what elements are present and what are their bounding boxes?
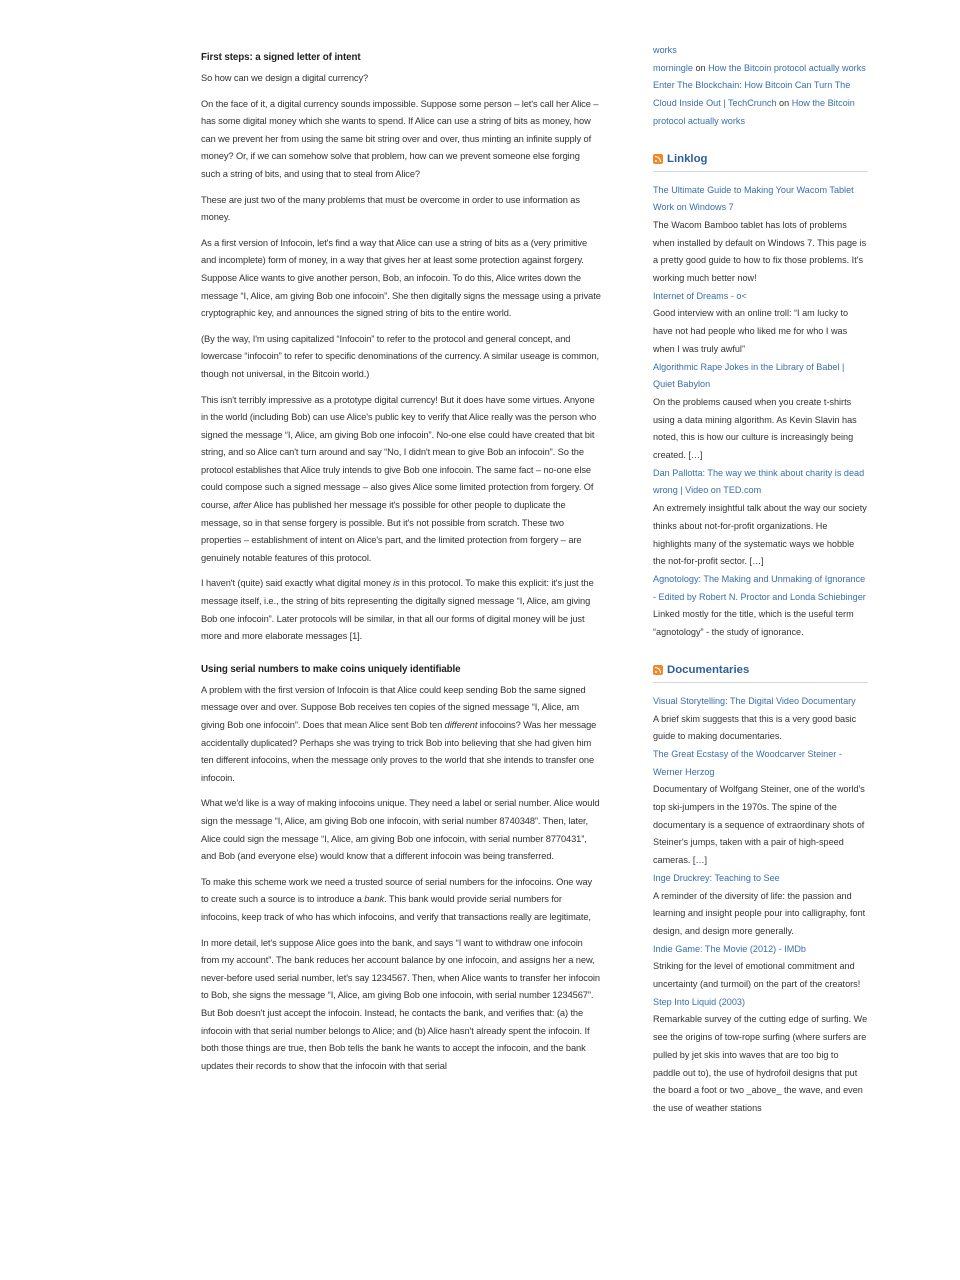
linklog-item	[653, 288, 868, 359]
comment-item	[653, 42, 868, 60]
documentary-item	[653, 870, 868, 941]
linklog-heading: Linklog	[653, 151, 868, 172]
comment-author-link[interactable]: Enter The Blockchain: How Bitcoin Can Turn The Cloud Inside Out | TechCrunch	[653, 80, 851, 109]
paragraph: This isn't terribly impressive as a prototype digital currency! But it does have some virtues. Anyone in the world (including Bob) can use Alice's public key to verify that Alice really was the person who signed the message “I, Alice, am giving Bob one infocoin”. No-one else could have created that bit string, and so Alice can't turn around and say “No, I didn't mean to give Bob an infocoin”. So the protocol establishes that Alice truly intends to give Bob one infocoin. The same fact – no-one else could compose such a signed message – also gives Alice some limited protection from forgery. Of course, after Alice has published her message it's possible for other people to duplicate the message, so in that sense forgery is possible. But it's not possible from scratch. These two properties – establishment of intent on Alice's part, and the limited protection from forgery – are genuinely notable features of this protocol.	[201, 394, 597, 563]
linklog-item-link[interactable]: Internet of Dreams - o<	[653, 290, 747, 301]
linklog-item-description: The Wacom Bamboo tablet has lots of problems when installed by default on Windows 7. This page is a pretty good guide to how to fix those problems. It's working much better now!	[653, 219, 867, 284]
documentary-item-description: A brief skim suggests that this is a very good basic guide to making documentaries.	[653, 713, 857, 742]
paragraph: What we'd like is a way of making infocoins unique. They need a label or serial number. Alice would sign the message “I, Alice, am giving Bob one infocoin, with serial number 8740348”. Then, later, Alice could sign the message “I, Alice, am giving Bob one infocoin, with serial number 8770431”, and Bob (and everyone else) would know that a different infocoin was being transferred.	[201, 798, 600, 862]
linklog-item-description: Good interview with an online troll: “I am lucky to have not had people who liked me for who I was when I was truly awful”	[653, 308, 849, 354]
linklog-list	[653, 182, 868, 642]
linklog-item-description: Linked mostly for the title, which is the useful term “agnotology” - the study of ignorance.	[653, 609, 854, 638]
linklog-item-description: An extremely insightful talk about the way our society thinks about not-for-profit organizations. He highlights many of the systematic ways we hobble the not-for-profit sector. […]	[653, 503, 867, 567]
linklog-item-link[interactable]: Agnotology: The Making and Unmaking of Ignorance - Edited by Robert N. Proctor and Londa Schiebinger	[653, 573, 866, 602]
documentaries-heading: Documentaries	[653, 662, 868, 683]
linklog-item	[653, 182, 868, 288]
comment-item: morningle on How the Bitcoin protocol actually works	[653, 62, 866, 73]
linklog-item-link[interactable]: Algorithmic Rape Jokes in the Library of Babel | Quiet Babylon	[653, 361, 845, 390]
paragraph: These are just two of the many problems that must be overcome in order to use information as money.	[201, 194, 580, 223]
paragraph: On the face of it, a digital currency sounds impossible. Suppose some person – let's call her Alice – has some digital money which she wants to spend. If Alice can use a string of bits as money, how can we prevent her from using the same bit string over and over, thus minting an infinite supply of money? Or, if we can somehow solve that problem, how can we prevent someone else forging such a string of bits, and using that to steal from Alice?	[201, 98, 599, 179]
comment-item: Enter The Blockchain: How Bitcoin Can Turn The Cloud Inside Out | TechCrunch on How the Bitcoin protocol actually works	[653, 80, 855, 126]
linklog-item-description: On the problems caused when you create t-shirts using a data mining algorithm. As Kevin Slavin has noted, this is how our culture is increasingly being created. […]	[653, 396, 857, 461]
paragraph: So how can we design a digital currency?	[201, 73, 369, 83]
documentary-item-description: Remarkable survey of the cutting edge of surfing. We see the origins of tow-rope surfing (where surfers are pulled by jet skis into waves that are too big to paddle out to), the use of hydrofoil designs that put the board a foot or two _above_ the wave, and even the use of weather stations	[653, 1014, 868, 1113]
documentary-item	[653, 941, 868, 994]
comment-post-link[interactable]: How the Bitcoin protocol actually works	[653, 98, 855, 126]
article-content	[201, 50, 601, 1083]
documentary-item-description: A reminder of the diversity of life: the passion and learning and insight people pour into calligraphy, font design, and design more generally.	[653, 890, 866, 936]
paragraph: (By the way, I'm using capitalized “Infocoin” to refer to the protocol and general concept, and lowercase “infocoin” to refer to specific denominations of the currency. A similar useage is common, though not universal, in the Bitcoin world.)	[201, 333, 600, 379]
recent-comments	[653, 42, 868, 131]
paragraph: To make this scheme work we need a trusted source of serial numbers for the infocoins. One way to create such a source is to introduce a bank. This bank would provide serial numbers for infocoins, keep track of who has which infocoins, and verify that transactions really are legitimate,	[201, 876, 593, 922]
linklog-item	[653, 465, 868, 571]
linklog-item	[653, 571, 868, 642]
comment-post-link[interactable]: How the Bitcoin protocol actually works	[708, 62, 866, 73]
section-heading: First steps: a signed letter of intent	[201, 52, 361, 63]
rss-icon[interactable]	[653, 154, 663, 164]
linklog-item-link[interactable]: Dan Pallotta: The way we think about charity is dead wrong | Video on TED.com	[653, 467, 865, 496]
paragraph: A problem with the first version of Infocoin is that Alice could keep sending Bob the same signed message over and over. Suppose Bob receives ten copies of the signed message “I, Alice, am giving Bob one infocoin”. Does that mean Alice sent Bob ten different infocoins? Was her message accidentally duplicated? Perhaps she was trying to trick Bob into believing that she had given him ten different infocoins, when the message only proves to the world that she intends to transfer one infocoin.	[201, 684, 597, 783]
comment-post-link[interactable]: works	[653, 45, 677, 55]
linklog-item	[653, 359, 868, 465]
linklog-item-link[interactable]: The Ultimate Guide to Making Your Wacom Tablet Work on Windows 7	[653, 184, 854, 213]
paragraph: As a first version of Infocoin, let's find a way that Alice can use a string of bits as a (very primitive and incomplete) form of money, in a way that gives her at least some protection against forgery. Suppose Alice wants to give another person, Bob, an infocoin. To do this, Alice writes down the message “I, Alice, am giving Bob one infocoin”. She then digitally signs the message using a private cryptographic key, and announces the signed string of bits to the entire world.	[201, 237, 601, 319]
documentary-item-description: Documentary of Wolfgang Steiner, one of the world's top ski-jumpers in the 1970s. The spine of the documentary is a sequence of extraordinary shots of Steiner's jumps, taken with a pair of high-speed cameras. […]	[653, 784, 865, 866]
comment-author-link[interactable]: morningle	[653, 62, 693, 73]
documentary-item-link[interactable]: Step Into Liquid (2003)	[653, 996, 746, 1007]
documentary-item	[653, 693, 868, 746]
paragraph: In more detail, let's suppose Alice goes into the bank, and says “I want to withdraw one infocoin from my account”. The bank reduces her account balance by one infocoin, and assigns her a new, never-before used serial number, let's say 1234567. Then, when Alice wants to transfer her infocoin to Bob, she signs the message “I, Alice, am giving Bob one infocoin, with serial number 1234567”. But Bob doesn't just accept the infocoin. Instead, he contacts the bank, and verifies that: (a) the infocoin with that serial number belongs to Alice; and (b) Alice hasn't already spent the infocoin. If both those things are true, then Bob tells the bank he wants to accept the infocoin, and the bank updates their records to show that the infocoin with that serial	[201, 937, 600, 1071]
documentary-item-link[interactable]: The Great Ecstasy of the Woodcarver Steiner - Werner Herzog	[653, 748, 842, 777]
documentaries-list	[653, 693, 868, 1118]
documentary-item-link[interactable]: Visual Storytelling: The Digital Video Documentary	[653, 695, 856, 706]
documentary-item-link[interactable]: Indie Game: The Movie (2012) - IMDb	[653, 943, 806, 954]
documentary-item	[653, 994, 868, 1118]
paragraph: I haven't (quite) said exactly what digital money is in this protocol. To make this explicit: it's just the message itself, i.e., the string of bits representing the digitally signed message “I, Alice, am giving Bob one infocoin”. Later protocols will be similar, in that all our forms of digital money will be just more and more elaborate messages [1].	[201, 578, 594, 642]
rss-icon[interactable]	[653, 665, 663, 675]
documentary-item	[653, 746, 868, 870]
section-heading: Using serial numbers to make coins uniquely identifiable	[201, 663, 461, 675]
documentary-item-link[interactable]: Inge Druckrey: Teaching to See	[653, 872, 780, 883]
documentary-item-description: Striking for the level of emotional commitment and uncertainty (and turmoil) on the part of the creators!	[653, 961, 861, 990]
sidebar	[653, 42, 868, 1118]
